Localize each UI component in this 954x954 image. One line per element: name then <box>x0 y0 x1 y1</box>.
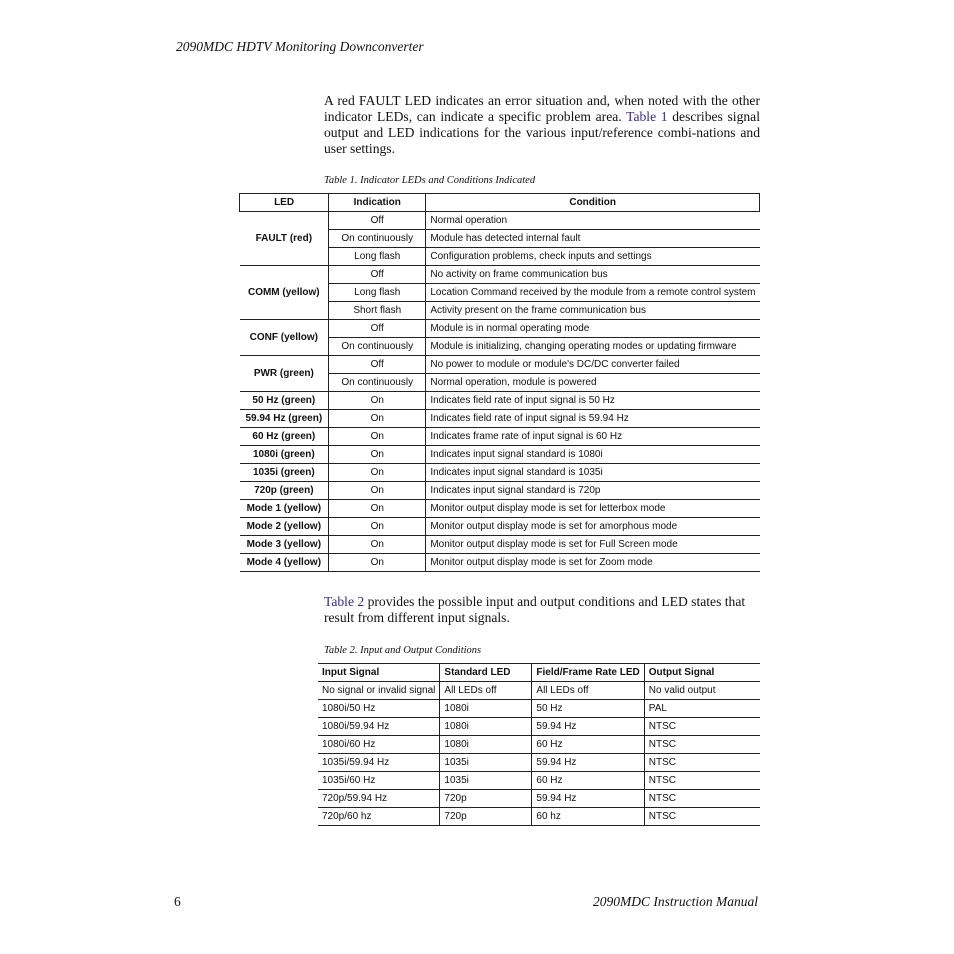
indication-cell: On <box>329 518 426 536</box>
table-row <box>240 500 760 518</box>
intro-text-after: describes signal output and LED indications for the various input/reference combi-nations and user settings. <box>324 109 760 156</box>
output-signal-cell: NTSC <box>644 718 760 736</box>
indication-cell: On <box>329 536 426 554</box>
led-cell: Mode 3 (yellow) <box>240 536 329 554</box>
table2-caption: Table 2. Input and Output Conditions <box>324 645 482 656</box>
rate-led-cell: 59.94 Hz <box>532 718 644 736</box>
table2-intro-text: provides the possible input and output conditions and LED states that result from different input signals. <box>324 594 746 625</box>
led-cell: 59.94 Hz (green) <box>240 410 329 428</box>
standard-led-cell: 1035i <box>440 754 532 772</box>
condition-cell: Monitor output display mode is set for Zoom mode <box>426 554 760 572</box>
led-cell: Mode 4 (yellow) <box>240 554 329 572</box>
input-signal-cell: 1035i/60 Hz <box>318 772 440 790</box>
input-signal-cell: 1080i/60 Hz <box>318 736 440 754</box>
condition-cell: Activity present on the frame communication bus <box>426 302 760 320</box>
rate-led-cell: All LEDs off <box>532 682 644 700</box>
table-header-row <box>240 194 760 212</box>
condition-cell: Indicates field rate of input signal is 59.94 Hz <box>426 410 760 428</box>
input-signal-cell: 1080i/59.94 Hz <box>318 718 440 736</box>
table2-link[interactable]: Table 2 <box>324 594 365 609</box>
indication-cell: On <box>329 392 426 410</box>
condition-cell: Monitor output display mode is set for amorphous mode <box>426 518 760 536</box>
input-signal-cell: 720p/60 hz <box>318 808 440 826</box>
condition-cell: Normal operation, module is powered <box>426 374 760 392</box>
indication-cell: On continuously <box>329 338 426 356</box>
running-footer: 2090MDC Instruction Manual <box>593 894 758 909</box>
rate-led-cell: 60 hz <box>532 808 644 826</box>
condition-cell: Normal operation <box>426 212 760 230</box>
indication-cell: Off <box>329 356 426 374</box>
output-signal-cell: NTSC <box>644 754 760 772</box>
indication-cell: On <box>329 428 426 446</box>
led-cell: COMM (yellow) <box>240 266 329 320</box>
page-number: 6 <box>174 894 181 909</box>
standard-led-cell: All LEDs off <box>440 682 532 700</box>
table-row <box>318 790 760 808</box>
table-row <box>240 482 760 500</box>
indication-cell: On <box>329 500 426 518</box>
led-cell: 1035i (green) <box>240 464 329 482</box>
table-row <box>318 682 760 700</box>
led-cell: CONF (yellow) <box>240 320 329 356</box>
led-cell: 60 Hz (green) <box>240 428 329 446</box>
standard-led-cell: 1080i <box>440 718 532 736</box>
indication-cell: On <box>329 410 426 428</box>
standard-led-cell: 1080i <box>440 736 532 754</box>
condition-cell: Module has detected internal fault <box>426 230 760 248</box>
indication-cell: Long flash <box>329 248 426 266</box>
table-row <box>240 356 760 374</box>
output-signal-cell: NTSC <box>644 808 760 826</box>
condition-cell: Module is in normal operating mode <box>426 320 760 338</box>
indication-cell: On continuously <box>329 374 426 392</box>
rate-led-cell: 59.94 Hz <box>532 790 644 808</box>
table-row <box>240 212 760 230</box>
running-header: 2090MDC HDTV Monitoring Downconverter <box>176 39 424 54</box>
table-row <box>240 464 760 482</box>
indication-cell: On <box>329 446 426 464</box>
condition-cell: Indicates frame rate of input signal is 60 Hz <box>426 428 760 446</box>
output-signal-cell: NTSC <box>644 790 760 808</box>
led-cell: PWR (green) <box>240 356 329 392</box>
led-cell: 50 Hz (green) <box>240 392 329 410</box>
table2-intro-paragraph <box>324 594 760 626</box>
table-row <box>240 554 760 572</box>
condition-cell: Indicates input signal standard is 1080i <box>426 446 760 464</box>
standard-led-cell: 1035i <box>440 772 532 790</box>
column-header-rate-led: Field/Frame Rate LED <box>532 664 644 682</box>
table-header-row <box>318 664 760 682</box>
standard-led-cell: 1080i <box>440 700 532 718</box>
condition-cell: Monitor output display mode is set for Full Screen mode <box>426 536 760 554</box>
output-signal-cell: NTSC <box>644 736 760 754</box>
led-cell: 720p (green) <box>240 482 329 500</box>
output-signal-cell: PAL <box>644 700 760 718</box>
output-signal-cell: No valid output <box>644 682 760 700</box>
rate-led-cell: 59.94 Hz <box>532 754 644 772</box>
table-row <box>318 772 760 790</box>
indication-cell: Off <box>329 320 426 338</box>
condition-cell: Indicates input signal standard is 720p <box>426 482 760 500</box>
table-row <box>240 410 760 428</box>
indication-cell: Short flash <box>329 302 426 320</box>
table-row <box>240 518 760 536</box>
led-cell: Mode 1 (yellow) <box>240 500 329 518</box>
indication-cell: Off <box>329 266 426 284</box>
column-header-led: LED <box>240 194 329 212</box>
rate-led-cell: 60 Hz <box>532 736 644 754</box>
indicator-leds-table <box>239 193 760 572</box>
intro-text-before: A red FAULT LED indicates an error situation and, when noted with the other indicator LEDs, can indicate a specific problem area. <box>324 93 760 124</box>
input-signal-cell: 1080i/50 Hz <box>318 700 440 718</box>
table-row <box>240 536 760 554</box>
condition-cell: Indicates field rate of input signal is 50 Hz <box>426 392 760 410</box>
column-header-condition: Condition <box>426 194 760 212</box>
condition-cell: Monitor output display mode is set for letterbox mode <box>426 500 760 518</box>
condition-cell: Module is initializing, changing operating modes or updating firmware <box>426 338 760 356</box>
table1-link[interactable]: Table 1 <box>626 109 668 124</box>
table-row <box>240 446 760 464</box>
standard-led-cell: 720p <box>440 808 532 826</box>
input-signal-cell: 720p/59.94 Hz <box>318 790 440 808</box>
column-header-indication: Indication <box>329 194 426 212</box>
table-row <box>318 754 760 772</box>
input-output-conditions-table <box>318 663 760 826</box>
standard-led-cell: 720p <box>440 790 532 808</box>
intro-paragraph <box>324 93 760 157</box>
led-cell: Mode 2 (yellow) <box>240 518 329 536</box>
table-row <box>240 428 760 446</box>
indication-cell: On <box>329 554 426 572</box>
indication-cell: Off <box>329 212 426 230</box>
table1-caption: Table 1. Indicator LEDs and Conditions Indicated <box>324 175 536 186</box>
table-row <box>318 808 760 826</box>
condition-cell: No activity on frame communication bus <box>426 266 760 284</box>
led-cell: 1080i (green) <box>240 446 329 464</box>
table-row <box>318 700 760 718</box>
column-header-input-signal: Input Signal <box>318 664 440 682</box>
indication-cell: On <box>329 482 426 500</box>
condition-cell: Indicates input signal standard is 1035i <box>426 464 760 482</box>
column-header-output-signal: Output Signal <box>644 664 760 682</box>
indication-cell: On <box>329 464 426 482</box>
table-row <box>318 736 760 754</box>
indication-cell: Long flash <box>329 284 426 302</box>
input-signal-cell: 1035i/59.94 Hz <box>318 754 440 772</box>
condition-cell: Location Command received by the module from a remote control system <box>426 284 760 302</box>
table-row <box>240 392 760 410</box>
table-row <box>240 320 760 338</box>
condition-cell: No power to module or module's DC/DC converter failed <box>426 356 760 374</box>
condition-cell: Configuration problems, check inputs and settings <box>426 248 760 266</box>
rate-led-cell: 50 Hz <box>532 700 644 718</box>
rate-led-cell: 60 Hz <box>532 772 644 790</box>
input-signal-cell: No signal or invalid signal <box>318 682 440 700</box>
table-row <box>240 266 760 284</box>
column-header-standard-led: Standard LED <box>440 664 532 682</box>
output-signal-cell: NTSC <box>644 772 760 790</box>
table-row <box>318 718 760 736</box>
led-cell: FAULT (red) <box>240 212 329 266</box>
indication-cell: On continuously <box>329 230 426 248</box>
